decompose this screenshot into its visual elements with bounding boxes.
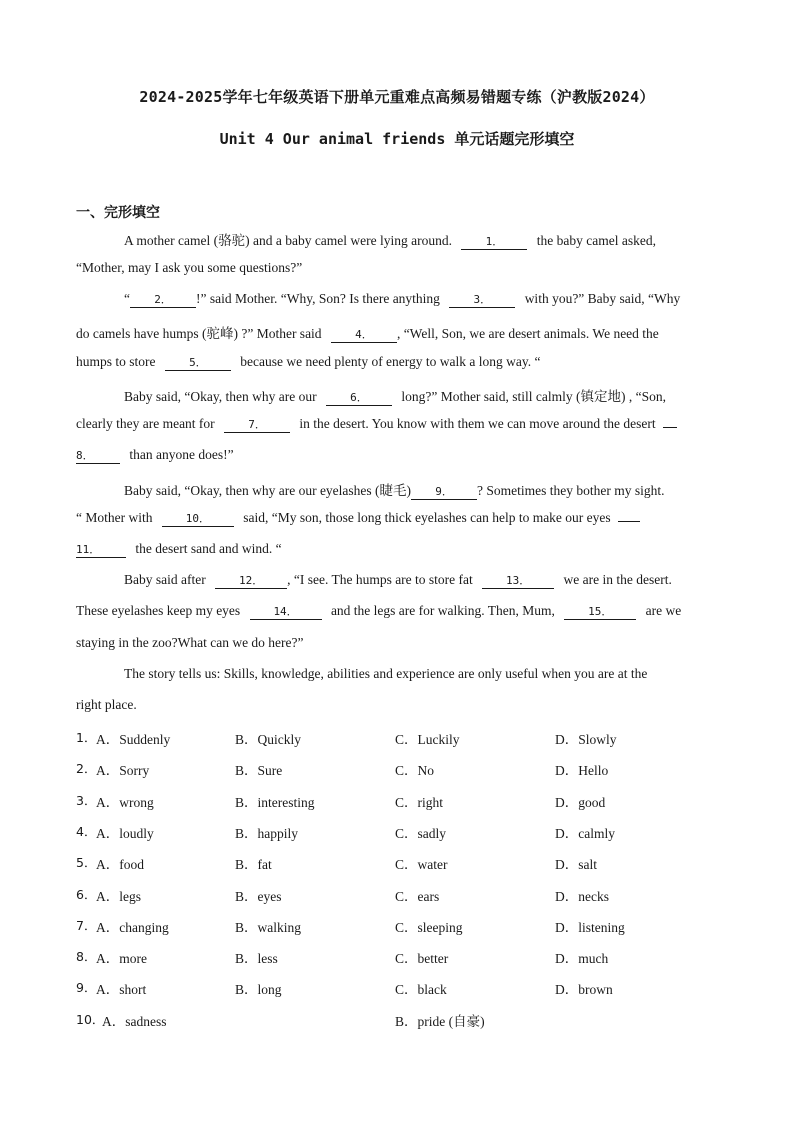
option-c[interactable]: C．No	[395, 763, 435, 778]
blank-11-start	[618, 521, 640, 522]
passage-line: humps to store 5． because we need plenty of energy to walk a long way. “	[76, 354, 541, 369]
question-number: 10．	[76, 1012, 105, 1027]
option-d[interactable]: D．Hello	[555, 763, 609, 778]
passage-line: Baby said after 12． , “I see. The humps are to store fat 13． we are in the desert.	[124, 572, 672, 587]
question-number: 7．	[76, 918, 97, 933]
blank-15[interactable]: 15．	[564, 605, 636, 620]
question-number: 3．	[76, 793, 97, 808]
option-d[interactable]: D．listening	[555, 920, 625, 935]
question-number: 8．	[76, 949, 97, 964]
question-number: 9．	[76, 980, 97, 995]
blank-7[interactable]: 7．	[224, 418, 290, 433]
option-c[interactable]: C．Luckily	[395, 732, 460, 747]
option-a[interactable]: A．Sorry	[96, 763, 150, 778]
passage-line: The story tells us: Skills, knowledge, abilities and experience are only useful when you are at the	[124, 666, 648, 681]
passage-line: A mother camel (骆驼) and a baby camel were lying around. 1． the baby camel asked,	[124, 233, 656, 248]
option-b[interactable]: B．Quickly	[235, 732, 301, 747]
blank-10[interactable]: 10．	[162, 512, 234, 527]
option-d[interactable]: D．good	[555, 795, 606, 810]
blank-2[interactable]: 2．	[130, 293, 196, 308]
passage-line: Baby said, “Okay, then why are our 6． long?” Mother said, still calmly (镇定地) , “Son,	[124, 389, 667, 404]
option-d[interactable]: D．brown	[555, 982, 613, 997]
page-subtitle: Unit 4 Our animal friends 单元话题完形填空	[219, 130, 575, 148]
option-b[interactable]: B．walking	[235, 920, 301, 935]
passage-line: do camels have humps (驼峰) ?” Mother said 4． , “Well, Son, we are desert animals. We need the	[76, 326, 659, 341]
option-c[interactable]: C．water	[395, 857, 448, 872]
option-b[interactable]: B．fat	[235, 857, 272, 872]
blank-5[interactable]: 5．	[165, 356, 231, 371]
question-number: 1．	[76, 730, 97, 745]
blank-11[interactable]: 11．	[76, 543, 126, 558]
question-number: 4．	[76, 824, 97, 839]
passage-line: staying in the zoo?What can we do here?”	[76, 635, 304, 650]
option-d[interactable]: D．calmly	[555, 826, 615, 841]
option-a[interactable]: A．more	[96, 951, 147, 966]
page-title: 2024-2025学年七年级英语下册单元重难点高频易错题专练（沪教版2024）	[139, 88, 655, 106]
option-b[interactable]: B．long	[235, 982, 282, 997]
option-a[interactable]: A．sadness	[102, 1014, 167, 1029]
option-b[interactable]: B．interesting	[235, 795, 315, 810]
option-d[interactable]: D．necks	[555, 889, 609, 904]
blank-13[interactable]: 13．	[482, 574, 554, 589]
option-b[interactable]: B．eyes	[235, 889, 282, 904]
option-c[interactable]: C．ears	[395, 889, 440, 904]
blank-4[interactable]: 4．	[331, 328, 397, 343]
passage-line: 8． than anyone does!”	[76, 447, 234, 462]
option-a[interactable]: A．loudly	[96, 826, 154, 841]
passage-line: “Mother, may I ask you some questions?”	[76, 260, 303, 275]
option-a[interactable]: A．Suddenly	[96, 732, 171, 747]
option-d[interactable]: D．Slowly	[555, 732, 617, 747]
passage-line: “ 2． !” said Mother. “Why, Son? Is there anything 3． with you?” Baby said, “Why	[124, 291, 681, 306]
question-number: 5．	[76, 855, 97, 870]
passage-line: Baby said, “Okay, then why are our eyelashes (睫毛) 9． ? Sometimes they bother my sight.	[124, 483, 665, 498]
option-d[interactable]: D．salt	[555, 857, 597, 872]
blank-9[interactable]: 9．	[411, 485, 477, 500]
option-c[interactable]: C．sleeping	[395, 920, 463, 935]
blank-8-start	[663, 427, 677, 428]
blank-14[interactable]: 14．	[250, 605, 322, 620]
blank-3[interactable]: 3．	[449, 293, 515, 308]
question-number: 6．	[76, 887, 97, 902]
option-d[interactable]: D．much	[555, 951, 609, 966]
option-b[interactable]: B．Sure	[235, 763, 283, 778]
question-number: 2．	[76, 761, 97, 776]
option-a[interactable]: A．food	[96, 857, 144, 872]
blank-12[interactable]: 12．	[215, 574, 287, 589]
passage-line: clearly they are meant for 7． in the desert. You know with them we can move around the desert	[76, 416, 677, 433]
blank-6[interactable]: 6．	[326, 391, 392, 406]
option-c[interactable]: C．black	[395, 982, 447, 997]
option-b[interactable]: B．less	[235, 951, 278, 966]
option-c[interactable]: C．better	[395, 951, 449, 966]
passage-line: 11． the desert sand and wind. “	[76, 541, 282, 556]
blank-8[interactable]: 8．	[76, 449, 120, 464]
option-b[interactable]: B．happily	[235, 826, 298, 841]
option-c[interactable]: C．sadly	[395, 826, 447, 841]
option-a[interactable]: A．short	[96, 982, 147, 997]
section-title: 一、完形填空	[76, 205, 160, 221]
passage-line: right place.	[76, 697, 137, 712]
option-a[interactable]: A．wrong	[96, 795, 154, 810]
option-c[interactable]: C．right	[395, 795, 444, 810]
passage-line: “ Mother with 10． said, “My son, those long thick eyelashes can help to make our eyes	[76, 510, 640, 527]
passage-line: These eyelashes keep my eyes 14． and the legs are for walking. Then, Mum, 15． are we	[76, 603, 682, 618]
blank-1[interactable]: 1．	[461, 235, 527, 250]
option-a[interactable]: A．changing	[96, 920, 169, 935]
option-a[interactable]: A．legs	[96, 889, 141, 904]
option-b[interactable]: B．pride (自豪)	[395, 1014, 485, 1029]
